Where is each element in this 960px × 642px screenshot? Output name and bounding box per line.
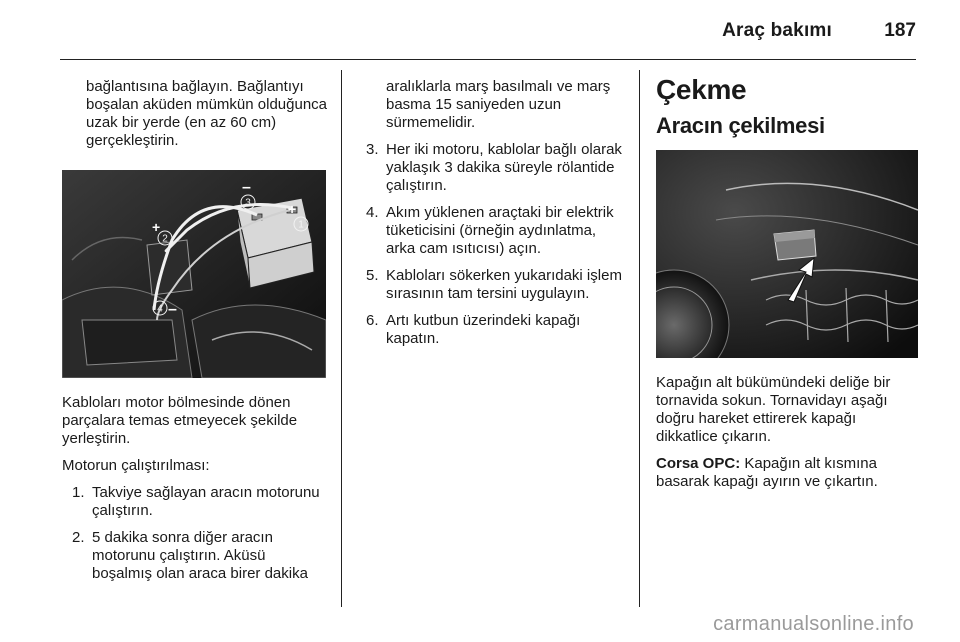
plus-sign-left: + xyxy=(152,219,161,235)
section-heading: Çekme xyxy=(656,74,747,105)
intro-paragraph: bağlantısına bağlayın. Bağlantıyı boşalan aküden mümkün olduğunca uzak bir yerde (en az 60 cm) gerçekleştirin. xyxy=(86,78,328,149)
cable-routing-paragraph: Kabloları motor bölmesinde dönen parçalara temas etmeyecek şekilde yerleştirin. xyxy=(62,394,298,447)
minus-sign-bottom: – xyxy=(168,301,177,318)
list-item: 6. Artı kutbun üzerindeki kapağı kapatın. xyxy=(366,312,581,347)
engine-start-heading: Motorun çalıştırılması: xyxy=(62,457,210,474)
list-item: 2. 5 dakika sonra diğer aracın motorunu çalıştırın. Aküsü boşalmış olan araca birer dakika xyxy=(72,529,308,582)
page-number: 187 xyxy=(884,20,916,41)
plus-sign-right: + xyxy=(288,201,297,217)
callout-4: 4 xyxy=(157,303,163,315)
corsa-opc-paragraph: Corsa OPC: Kapağın alt kısmına basarak kapağı ayırın ve çıkartın. xyxy=(656,455,878,490)
column-2 xyxy=(362,78,628,357)
subsection-heading: Aracın çekilmesi xyxy=(656,113,825,138)
jump-start-illustration xyxy=(62,170,326,378)
callout-1: 1 xyxy=(298,219,304,231)
watermark: carmanualsonline.info xyxy=(713,613,914,635)
callout-2: 2 xyxy=(162,233,168,245)
list-item: 5. Kabloları sökerken yukarıdaki işlem sırasının tam tersini uygulayın. xyxy=(366,267,622,302)
column-divider-left xyxy=(341,70,342,607)
jump-start-drawing xyxy=(62,170,326,378)
corsa-opc-label: Corsa OPC: xyxy=(656,455,741,472)
start-steps-list-2 xyxy=(362,141,628,348)
minus-sign-top: – xyxy=(242,179,251,196)
towing-cover-drawing xyxy=(656,150,918,358)
list-item: 3. Her iki motoru, kablolar bağlı olarak yaklaşık 3 dakika süreyle rölantide çalıştırın. xyxy=(366,141,622,194)
towing-cover-illustration xyxy=(656,150,918,358)
column-3 xyxy=(656,74,918,500)
callout-3: 3 xyxy=(245,197,251,209)
running-header-title: Araç bakımı xyxy=(722,20,832,41)
start-steps-list-1 xyxy=(62,484,328,583)
column-1 xyxy=(62,78,328,592)
header-rule xyxy=(60,59,916,60)
list-item: 4. Akım yüklenen araçtaki bir elektrik tüketicisini (örneğin aydınlatma, arka cam ısıtıcısı) açın. xyxy=(366,204,614,257)
list-item: 1. Takviye sağlayan aracın motorunu çalıştırın. xyxy=(72,484,320,519)
cover-removal-paragraph: Kapağın alt bükümündeki deliğe bir tornavida sokun. Tornavidayı aşağı doğru hareket ettirerek kapağı dikkatlice çıkarın. xyxy=(656,374,891,445)
column-divider-right xyxy=(639,70,640,607)
continued-paragraph: aralıklarla marş basılmalı ve marş basma 15 saniyeden uzun sürmemelidir. xyxy=(386,78,611,131)
